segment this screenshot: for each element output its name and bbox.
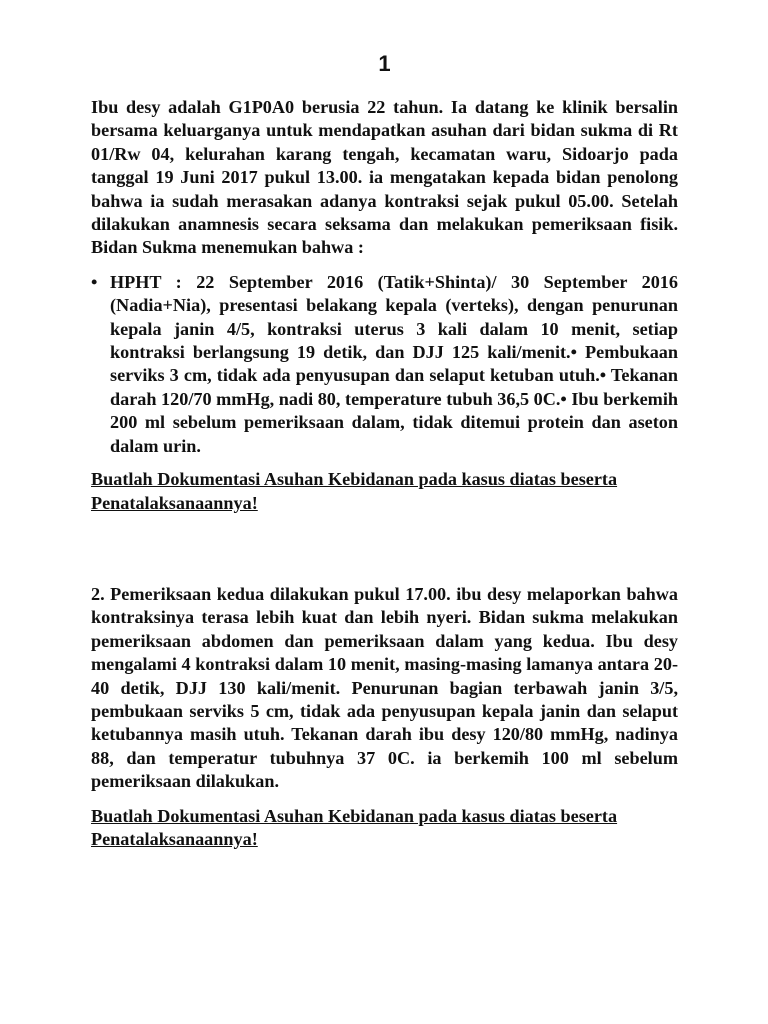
section-spacer [91, 515, 678, 583]
document-page [91, 50, 678, 851]
case-1-instruction: Buatlah Dokumentasi Asuhan Kebidanan pada kasus diatas beserta Penatalaksanaannya! [91, 469, 618, 513]
case-1-section [91, 96, 678, 515]
case-2-text: 2. Pemeriksaan kedua dilakukan pukul 17.00. ibu desy melaporkan bahwa kontraksinya terasa lebih kuat dan lebih nyeri. Bidan sukma melakukan pemeriksaan abdomen dan pemeriksaan dalam yang kedua. Ibu desy mengalami 4 kontraksi dalam 10 menit, masing-masing lamanya antara 20-40 detik, DJJ 130 kali/menit. Penurunan bagian terbawah janin 3/5, pembukaan serviks 5 cm, tidak ada penyusupan kepala janin dan selaput ketubannya masih utuh. Tekanan darah ibu desy 120/80 mmHg, nadinya 88, dan temperatur tubuhnya 37 0C. ia berkemih 100 ml sebelum pemeriksaan dilakukan. [91, 583, 678, 792]
bullet-icon: • [91, 271, 98, 292]
case-2-instruction: Buatlah Dokumentasi Asuhan Kebidanan pada kasus diatas beserta Penatalaksanaannya! [91, 805, 618, 849]
page-number: 1 [378, 51, 391, 76]
case-1-findings-item [91, 271, 678, 458]
case-1-findings-list [91, 271, 678, 458]
case-1-findings-text: HPHT : 22 September 2016 (Tatik+Shinta)/ 30 September 2016 (Nadia+Nia), presentasi belakang kepala (verteks), dengan penurunan kepala janin 4/5, kontraksi uterus 3 kali dalam 10 menit, setiap kontraksi berlangsung 19 detik, dan DJJ 125 kali/menit.• Pembukaan serviks 3 cm, tidak ada penyusupan dan selaput ketuban utuh.• Tekanan darah 120/70 mmHg, nadi 80, temperature tubuh 36,5 0C.• Ibu berkemih 200 ml sebelum pemeriksaan dalam, tidak ditemui protein dan aseton dalam urin. [110, 271, 678, 456]
case-2-section [91, 583, 678, 851]
case-1-intro: Ibu desy adalah G1P0A0 berusia 22 tahun. Ia datang ke klinik bersalin bersama keluarganya untuk mendapatkan asuhan dari bidan sukma di Rt 01/Rw 04, kelurahan karang tengah, kecamatan waru, Sidoarjo pada tanggal 19 Juni 2017 pukul 13.00. ia mengatakan kepada bidan penolong bahwa ia sudah merasakan adanya kontraksi sejak pukul 05.00. Setelah dilakukan anamnesis secara seksama dan melakukan pemeriksaan fisik. Bidan Sukma menemukan bahwa : [91, 97, 678, 258]
